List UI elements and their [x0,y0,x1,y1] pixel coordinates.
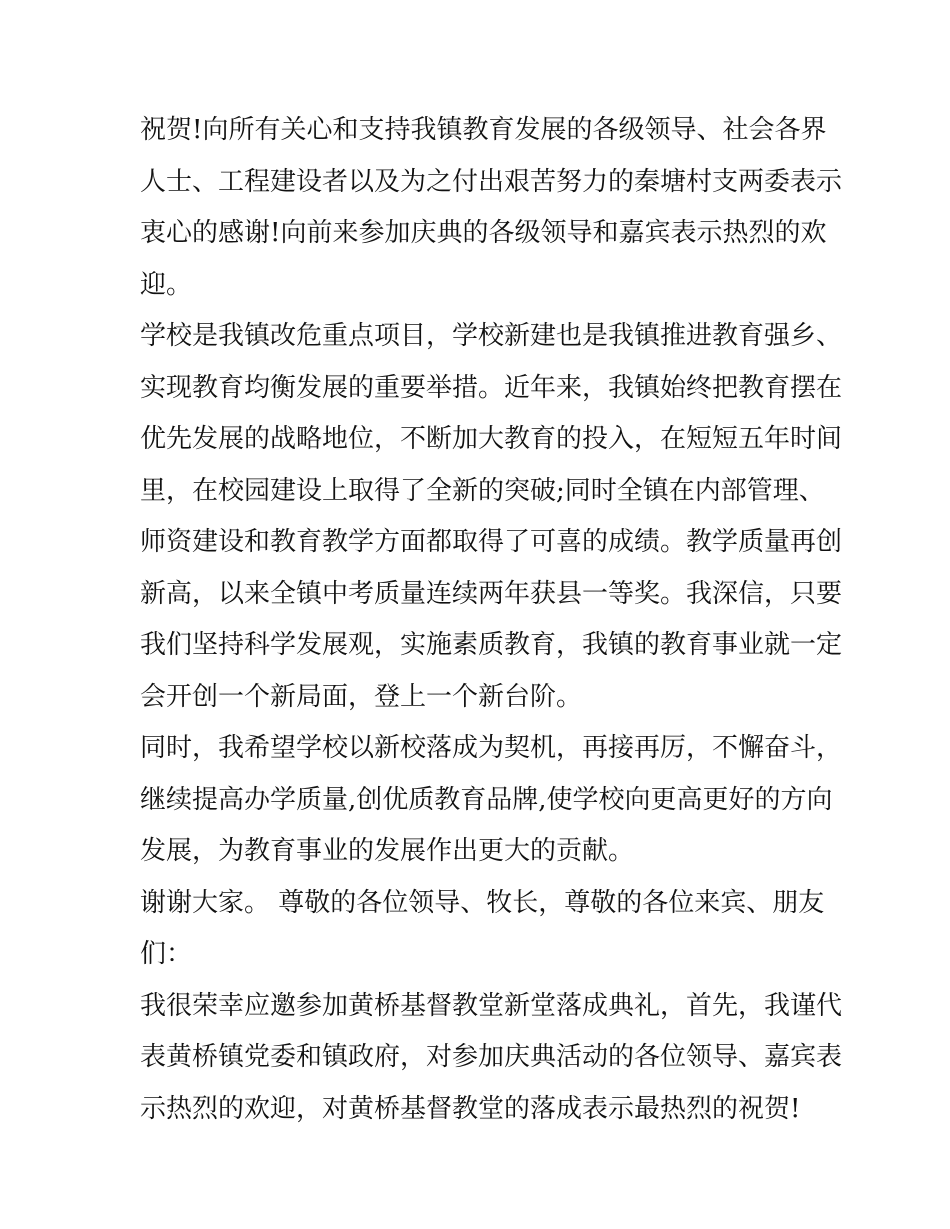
text-line: 我们坚持科学发展观，实施素质教育，我镇的教育事业就一定 [140,630,843,660]
text-line: 迎。 [140,269,193,300]
text-line: 们： [140,939,193,969]
text-line: 表黄桥镇党委和镇政府，对参加庆典活动的各位领导、嘉宾表 [140,1042,843,1072]
text-line: 会开创一个新局面，登上一个新台阶。 [140,681,583,712]
text-line: 实现教育均衡发展的重要举措。近年来，我镇始终把教育摆在 [140,372,843,403]
text-line: 同时，我希望学校以新校落成为契机，再接再厉，不懈奋斗， [140,733,843,763]
text-line: 谢谢大家。 尊敬的各位领导、牧长，尊敬的各位来宾、朋友 [140,887,825,918]
text-line: 人士、工程建设者以及为之付出艰苦努力的秦塘村支两委表示 [140,166,843,197]
document-body [140,105,843,1135]
text-line: 新高，以来全镇中考质量连续两年获县一等奖。我深信，只要 [140,578,843,609]
text-line: 师资建设和教育教学方面都取得了可喜的成绩。教学质量再创 [140,527,843,557]
text-line: 我很荣幸应邀参加黄桥基督教堂新堂落成典礼，首先，我谨代 [140,990,843,1021]
text-line: 衷心的感谢!向前来参加庆典的各级领导和嘉宾表示热烈的欢 [140,218,827,248]
text-line: 优先发展的战略地位，不断加大教育的投入，在短短五年时间 [140,424,843,454]
text-line: 发展，为教育事业的发展作出更大的贡献。 [140,836,635,866]
text-line: 继续提高办学质量,创优质教育品牌,使学校向更高更好的方向 [140,784,833,815]
text-line: 里，在校园建设上取得了全新的突破;同时全镇在内部管理、 [140,475,825,506]
text-line: 学校是我镇改危重点项目，学校新建也是我镇推进教育强乡、 [140,321,843,351]
text-line: 示热烈的欢迎，对黄桥基督教堂的落成表示最热烈的祝贺! [140,1093,801,1124]
text-line: 祝贺!向所有关心和支持我镇教育发展的各级领导、社会各界 [140,115,827,145]
